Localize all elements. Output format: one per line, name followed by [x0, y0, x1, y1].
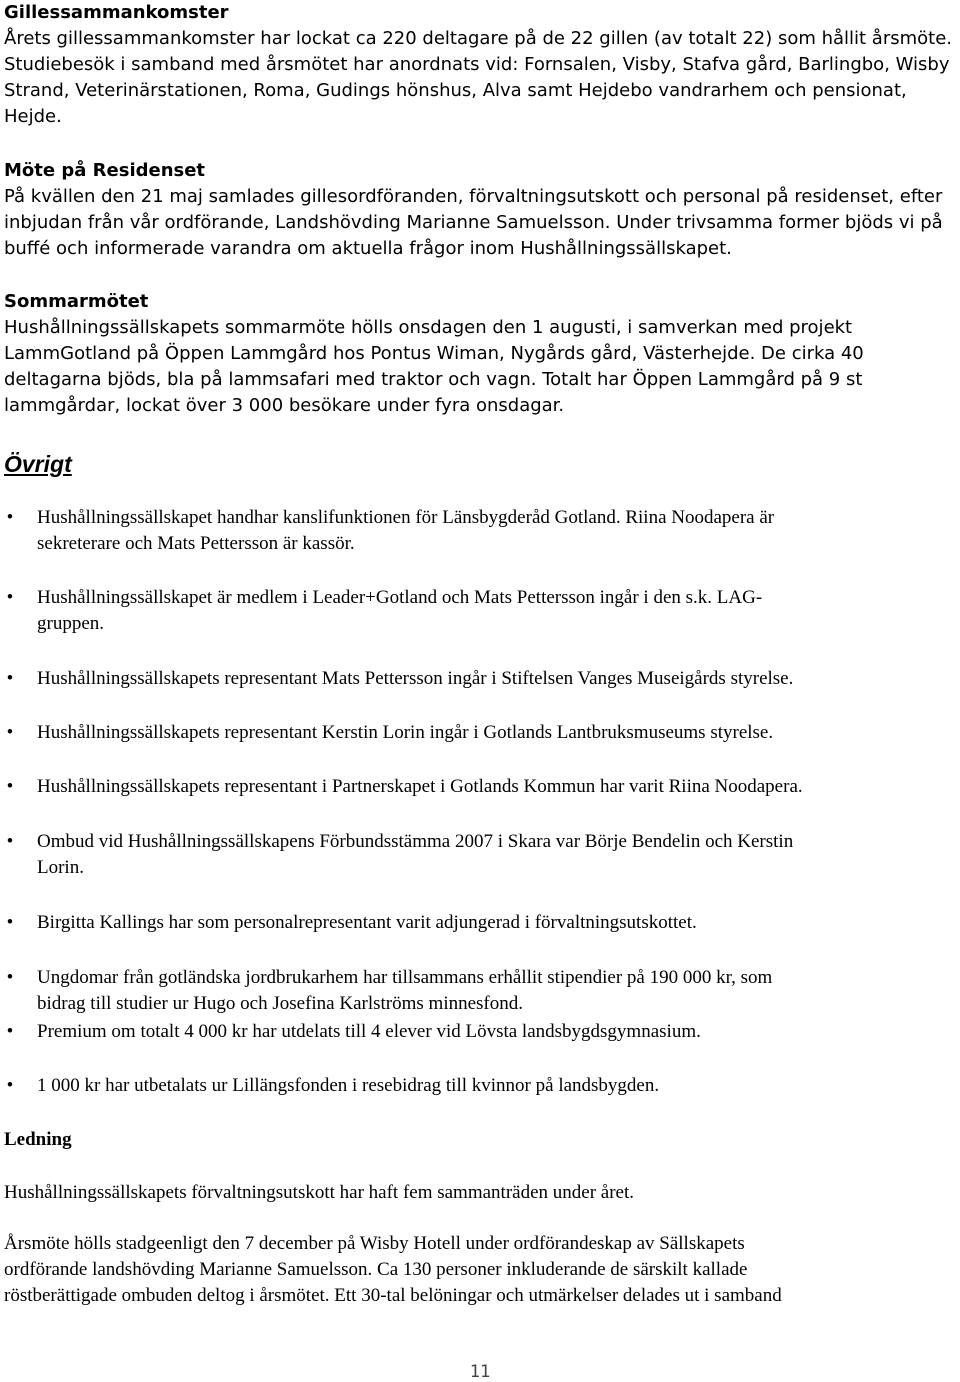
residens-line: På kvällen den 21 maj samlades gillesordföranden, förvaltningsutskott och personal på residenset, efter: [4, 186, 943, 207]
list-item-line: Lorin.: [37, 857, 84, 878]
list-item-line: Hushållningssällskapets representant Mats Pettersson ingår i Stiftelsen Vanges Museigårds styrelse.: [37, 668, 794, 689]
bullet-icon: •: [6, 912, 14, 933]
list-item-line: Ombud vid Hushållningssällskapens Förbundsstämma 2007 i Skara var Börje Bendelin och Kerstin: [37, 831, 794, 852]
bullet-icon: •: [6, 668, 14, 689]
list-item-line: Hushållningssällskapet handhar kanslifunktionen för Länsbygderåd Gotland. Riina Noodapera är: [37, 507, 775, 528]
list-item: [4, 505, 960, 557]
bullet-icon: •: [6, 776, 14, 797]
bullet-icon: •: [6, 967, 14, 988]
list-item: [4, 666, 960, 692]
list-item-line: 1 000 kr har utbetalats ur Lillängsfonden i resebidrag till kvinnor på landsbygden.: [37, 1075, 660, 1096]
heading-residenset: Möte på Residenset: [4, 160, 206, 181]
bullet-icon: •: [6, 722, 14, 743]
gille-line: Hejde.: [4, 106, 62, 127]
list-item-line: gruppen.: [37, 613, 105, 634]
bullet-icon: •: [6, 587, 14, 608]
section-sommarmotet: [4, 289, 864, 419]
ledning-paragraph: Hushållningssällskapets förvaltningsutskott har haft fem sammanträden under året.: [4, 1182, 635, 1203]
list-item: [4, 1073, 960, 1099]
list-item: [4, 720, 960, 746]
ledning-line: Årsmöte hölls stadgeenligt den 7 december på Wisby Hotell under ordförandeskap av Sällskapets: [4, 1233, 745, 1254]
list-item-line: Hushållningssällskapets representant Kerstin Lorin ingår i Gotlands Lantbruksmuseums styrelse.: [37, 722, 774, 743]
gille-line: Strand, Veterinärstationen, Roma, Gudings hönshus, Alva samt Hejdebo vandrarhem och pensionat,: [4, 80, 907, 101]
list-item: [4, 829, 960, 881]
section-residenset: [4, 158, 943, 262]
sommar-line: Hushållningssällskapets sommarmöte hölls onsdagen den 1 augusti, i samverkan med projekt: [4, 317, 853, 338]
list-item-line: Hushållningssällskapet är medlem i Leader+Gotland och Mats Pettersson ingår i den s.k. LAG-: [37, 587, 763, 608]
bullet-icon: •: [6, 1021, 14, 1042]
residens-line: buffé och informerade varandra om aktuella frågor inom Hushållningssällskapet.: [4, 238, 732, 259]
heading-gillessammankomster: Gillessammankomster: [4, 2, 229, 23]
heading-ovrigt: Övrigt: [4, 451, 72, 477]
gille-line: Årets gillessammankomster har lockat ca 220 deltagare på de 22 gillen (av totalt 22) som hållit årsmöte.: [4, 28, 953, 49]
list-item-line: bidrag till studier ur Hugo och Josefina Karlströms minnesfond.: [37, 993, 524, 1014]
list-item-line: Premium om totalt 4 000 kr har utdelats till 4 elever vid Lövsta landsbygdsgymnasium.: [37, 1021, 701, 1042]
list-item-line: Ungdomar från gotländska jordbrukarhem har tillsammans erhållit stipendier på 190 000 kr, som: [37, 967, 773, 988]
residens-line: inbjudan från vår ordförande, Landshövding Marianne Samuelsson. Under trivsamma former bjöds vi på: [4, 212, 943, 233]
list-item: [4, 1019, 960, 1045]
ledning-line: röstberättigade ombuden deltog i årsmötet. Ett 30-tal belöningar och utmärkelser delades ut i samband: [4, 1285, 782, 1306]
sommar-line: deltagarna bjöds, bla på lammsafari med traktor och vagn. Totalt har Öppen Lammgård på 9 st: [4, 369, 863, 390]
list-item: [4, 965, 960, 1017]
list-item: [4, 585, 960, 637]
section-gillessammankomster: [4, 0, 960, 130]
ledning-line: ordförande landshövding Marianne Samuelsson. Ca 130 personer inkluderande de särskilt kallade: [4, 1259, 748, 1280]
ledning-paragraph: [4, 1231, 782, 1309]
sommar-line: lammgårdar, lockat över 3 000 besökare under fyra onsdagar.: [4, 395, 565, 416]
sommar-line: LammGotland på Öppen Lammgård hos Pontus Wiman, Nygårds gård, Västerhejde. De cirka 40: [4, 343, 864, 364]
list-item-line: Hushållningssällskapets representant i Partnerskapet i Gotlands Kommun har varit Riina Noodapera.: [37, 776, 803, 797]
list-item-line: sekreterare och Mats Pettersson är kassör.: [37, 533, 355, 554]
bullet-icon: •: [6, 831, 14, 852]
list-item-line: Birgitta Kallings har som personalrepresentant varit adjungerad i förvaltningsutskottet.: [37, 912, 697, 933]
heading-sommarmotet: Sommarmötet: [4, 291, 149, 312]
gille-line: Studiebesök i samband med årsmötet har anordnats vid: Fornsalen, Visby, Stafva gård, Barlingbo, Wisby: [4, 54, 950, 75]
list-item: [4, 910, 960, 936]
page-number: 11: [469, 1362, 491, 1382]
bullet-icon: •: [6, 1075, 14, 1096]
bullet-icon: •: [6, 507, 14, 528]
heading-ledning: Ledning: [4, 1129, 72, 1150]
list-item: [4, 774, 960, 800]
